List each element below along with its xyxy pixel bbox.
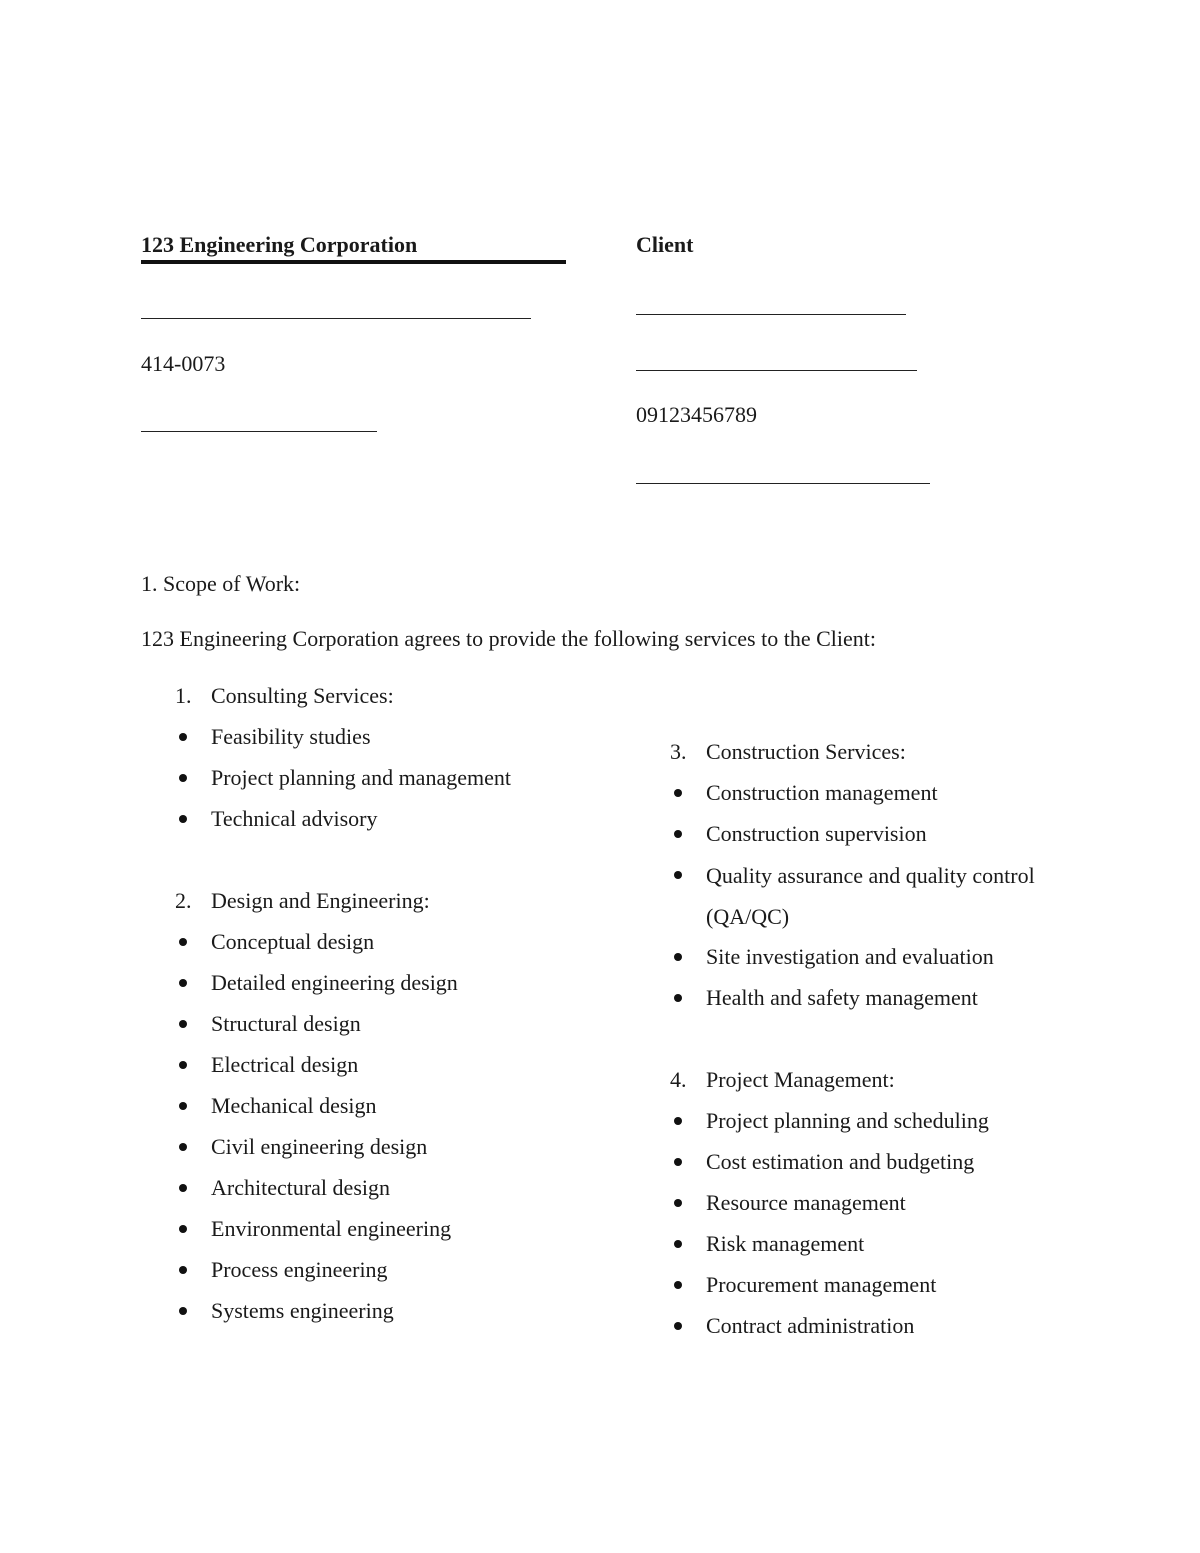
client-signature-line — [636, 483, 930, 484]
section-number: 1. — [175, 683, 192, 708]
company-name: 123 Engineering Corporation — [141, 232, 418, 257]
bullet-icon — [674, 994, 682, 1002]
bullet-icon — [674, 1240, 682, 1248]
bullet-icon — [179, 1184, 187, 1192]
scope-intro: 123 Engineering Corporation agrees to provide the following services to the Client: — [141, 626, 876, 651]
client-name-line — [636, 314, 906, 315]
bullet-icon — [674, 789, 682, 797]
scope-heading: 1. Scope of Work: — [141, 571, 301, 596]
bullet-icon — [179, 1020, 187, 1028]
company-phone: 414-0073 — [141, 351, 226, 376]
client-phone: 09123456789 — [636, 402, 757, 427]
section-title: Project Management: — [706, 1067, 895, 1092]
bullet-icon — [179, 1061, 187, 1069]
bullet-icon — [674, 1117, 682, 1125]
bullet-icon — [179, 1266, 187, 1274]
bullet-icon — [674, 1158, 682, 1166]
section-title: Design and Engineering: — [211, 888, 430, 913]
section-number: 2. — [175, 888, 192, 913]
section-number: 3. — [670, 739, 687, 764]
bullet-icon — [179, 1102, 187, 1110]
section-title: Consulting Services: — [211, 683, 394, 708]
bullet-icon — [674, 871, 682, 879]
bullet-icon — [179, 979, 187, 987]
bullet-icon — [179, 938, 187, 946]
bullet-icon — [674, 1322, 682, 1330]
bullet-icon — [179, 815, 187, 823]
bullet-icon — [674, 953, 682, 961]
company-signature-line — [141, 431, 377, 432]
section-title: Construction Services: — [706, 739, 906, 764]
company-address-line — [141, 318, 531, 319]
bullet-icon — [179, 774, 187, 782]
bullet-icon — [179, 1143, 187, 1151]
bullet-icon — [674, 1199, 682, 1207]
bullet-icon — [674, 830, 682, 838]
section-number: 4. — [670, 1067, 687, 1092]
bullet-icon — [674, 1281, 682, 1289]
bullet-icon — [179, 1307, 187, 1315]
bullet-icon — [179, 1225, 187, 1233]
client-address-line — [636, 370, 917, 371]
company-name-underline — [141, 260, 566, 264]
bullet-icon — [179, 733, 187, 741]
client-label: Client — [636, 232, 694, 257]
